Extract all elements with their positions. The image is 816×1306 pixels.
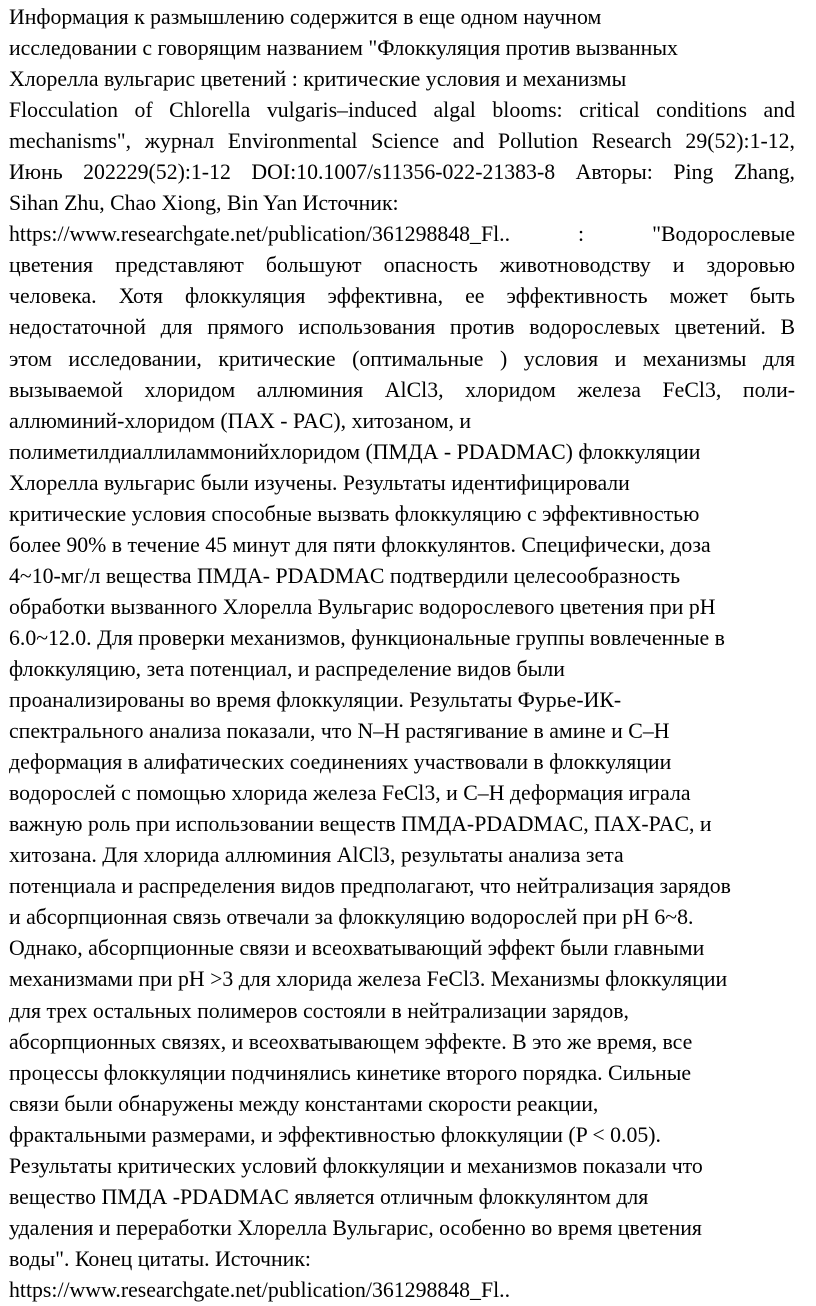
text-line: воды". Конец цитаты. Источник: <box>9 1246 311 1271</box>
text-line: https://www.researchgate.net/publication/361298848_Fl.. <box>9 1277 511 1302</box>
text-line: Хлорелла вульгарис были изучены. Результаты идентифицировали <box>9 470 630 495</box>
quote-start: "Водорослевые <box>652 222 795 247</box>
text-line: фрактальными размерами, и эффективностью флоккуляции (P < 0.05). <box>9 1122 661 1147</box>
text-line: Sihan Zhu, Chao Xiong, Bin Yan Источник: <box>9 191 399 216</box>
text-line: аллюминий-хлоридом (ПАХ - PAC), хитозаном, и <box>9 408 472 433</box>
text-line: обработки вызванного Хлорелла Вульгарис водорослевого цветения при pH <box>9 594 716 619</box>
text-line: Flocculation of Chlorella vulgaris–induced algal blooms: critical conditions and <box>9 98 795 123</box>
text-line: Информация к размышлению содержится в еще одном научном <box>9 5 602 29</box>
text-line: Однако, абсорпционные связи и всеохватывающий эффект были главными <box>9 936 705 961</box>
text-line: этом исследовании, критические (оптимальные ) условия и механизмы для <box>9 346 795 371</box>
source-separator: : <box>578 222 585 247</box>
citation-header <box>9 2 795 219</box>
text-line: 6.0~12.0. Для проверки механизмов, функциональные группы вовлеченные в <box>9 625 725 650</box>
text-line: Результаты критических условий флоккуляции и механизмов показали что <box>9 1153 703 1178</box>
text-line: недостаточной для прямого использования против водорослевых цветений. В <box>9 315 795 340</box>
source-row <box>9 219 795 250</box>
text-line: процессы флоккуляции подчинялись кинетике второго порядка. Сильные <box>9 1060 692 1085</box>
text-line: проанализированы во время флоккуляции. Результаты Фурье-ИК- <box>9 688 622 713</box>
text-line: более 90% в течение 45 минут для пяти флоккулянтов. Специфически, доза <box>9 532 711 557</box>
text-line: механизмами при pH >3 для хлорида железа FeCl3. Механизмы флоккуляции <box>9 967 728 992</box>
text-line: вызываемой хлоридом аллюминия AlCl3, хлоридом железа FeCl3, поли- <box>9 377 795 402</box>
text-line: флоккуляцию, зета потенциал, и распределение видов были <box>9 656 565 681</box>
text-line: хитозана. Для хлорида аллюминия AlCl3, результаты анализа зета <box>9 843 624 868</box>
text-line: спектрального анализа показали, что N–H растягивание в амине и C–H <box>9 719 670 744</box>
text-line: человека. Хотя флоккуляция эффективна, ее эффективность может быть <box>9 284 795 309</box>
text-line: потенциала и распределения видов предполагают, что нейтрализация зарядов <box>9 874 731 899</box>
text-line: Хлорелла вульгарис цветений : критические условия и механизмы <box>9 67 627 92</box>
text-line: исследовании с говорящим названием "Флоккуляция против вызванных <box>9 36 678 61</box>
text-line: вещество ПМДА -PDADMAC является отличным флоккулянтом для <box>9 1184 649 1209</box>
text-line: деформация в алифатических соединениях участвовали в флоккуляции <box>9 750 672 775</box>
quotation-body <box>9 250 795 1306</box>
text-line: абсорпционных связях, и всеохватывающем эффекте. В это же время, все <box>9 1029 693 1054</box>
text-line: критические условия способные вызвать флоккуляцию с эффективностью <box>9 501 700 526</box>
text-line: полиметилдиаллиламмонийхлоридом (ПМДА - PDADMAC) флоккуляции <box>9 439 701 464</box>
source-url[interactable]: https://www.researchgate.net/publication/361298848_Fl.. <box>9 222 511 247</box>
text-line: и абсорпционная связь отвечали за флоккуляцию водорослей при pH 6~8. <box>9 905 694 930</box>
text-line: для трех остальных полимеров состояли в нейтрализации зарядов, <box>9 998 629 1023</box>
text-line: 4~10-мг/л вещества ПМДА- PDADMAC подтвердили целесообразность <box>9 563 681 588</box>
text-line: водорослей с помощью хлорида железа FeCl3, и C–H деформация играла <box>9 781 691 806</box>
text-line: важную роль при использовании веществ ПМДА-PDADMAC, ПАХ-PAC, и <box>9 812 712 837</box>
text-line: связи были обнаружены между константами скорости реакции, <box>9 1091 599 1116</box>
text-line: удаления и переработки Хлорелла Вульгарис, особенно во время цветения <box>9 1215 702 1240</box>
text-line: цветения представляют большуют опасность животноводству и здоровью <box>9 253 795 278</box>
text-line: mechanisms", журнал Environmental Science and Pollution Research 29(52):1-12, <box>9 129 795 154</box>
text-line: Июнь 202229(52):1-12 DOI:10.1007/s11356-022-21383-8 Авторы: Ping Zhang, <box>9 160 795 185</box>
document-page <box>9 2 795 1306</box>
